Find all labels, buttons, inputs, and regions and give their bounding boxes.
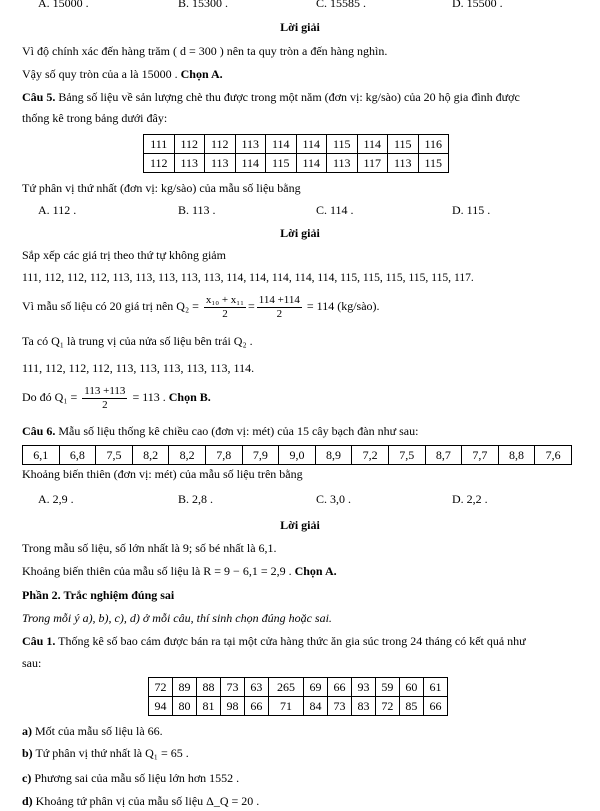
q6-table-cell: 7,5: [96, 446, 133, 465]
q5-table-cell: 114: [357, 135, 388, 154]
q6-solution-line-1: Trong mẫu số liệu, số lớn nhất là 9; số bé nhất là 6,1.: [22, 541, 277, 555]
q5-table-cell: 114: [296, 154, 327, 173]
q5-table-cell: 113: [388, 154, 419, 173]
q6-table-cell: 6,8: [59, 446, 96, 465]
q6-table-cell: 7,6: [535, 446, 572, 465]
q6-label: Câu 6.: [22, 424, 56, 438]
q5-options: [0, 203, 600, 218]
c1-table-cell: 61: [423, 678, 447, 697]
c1-table-cell: 60: [399, 678, 423, 697]
q5-median-fraction-1: $\frac{\text{x₁₀ + x₁₁}}{2}$: [205, 293, 244, 320]
c1-table-cell: 88: [196, 678, 220, 697]
c1-item-c: [22, 771, 588, 786]
c1-table-cell: 72: [375, 697, 399, 716]
q6-options: [0, 492, 600, 507]
c1-label: Câu 1.: [22, 634, 56, 648]
q6-option-d: D. 2,2 .: [452, 492, 488, 506]
q5-median-result: = 114 (kg/sào).: [306, 299, 380, 313]
q6-table-cell: 7,2: [352, 446, 389, 465]
q4-option-a: A. 15000 .: [38, 0, 89, 10]
q4-option-d: D. 15500 .: [452, 0, 503, 10]
c1-table-cell: 69: [303, 678, 327, 697]
c1-table-cell: 81: [196, 697, 220, 716]
q5-table-cell: 115: [418, 154, 449, 173]
c1-table-cell: 80: [172, 697, 196, 716]
q6-option-a: A. 2,9 .: [38, 492, 74, 506]
q5-table-cell: 114: [296, 135, 327, 154]
q6-table-cell: 7,9: [242, 446, 279, 465]
q5-table-cell: 113: [205, 154, 236, 173]
q5-solution-line-2: 111, 112, 112, 112, 113, 113, 113, 113, 113, 114, 114, 114, 114, 114, 115, 115, 115, 115, 115, 117.: [22, 271, 474, 284]
c1-table-cell: 66: [423, 697, 447, 716]
c1-table-cell: 83: [351, 697, 375, 716]
q6-solution-heading: Lời giải: [280, 518, 320, 532]
c1-table-row: [149, 697, 448, 716]
q6-option-b: B. 2,8 .: [178, 492, 214, 506]
c1-table-cell: 94: [149, 697, 173, 716]
c1-item-b-text: Tứ phân vị thứ nhất là Q₁ = 65 .: [32, 746, 189, 760]
q6-table-cell: 8,8: [498, 446, 535, 465]
q6-question: Khoảng biến thiên (đơn vị: mét) của mẫu số liệu trên bằng: [22, 467, 303, 481]
c1-item-a-key: a): [22, 724, 32, 738]
c1-table-row: [149, 678, 448, 697]
c1-table-cell: 93: [351, 678, 375, 697]
c1-table-cell: 98: [220, 697, 244, 716]
q4-solution-line-2: [22, 67, 588, 82]
q6-solution-line-2: [22, 564, 588, 579]
q6-table-cell: 8,7: [425, 446, 462, 465]
c1-item-b: [22, 746, 588, 761]
c1-item-d-key: d): [22, 794, 33, 808]
part2-title: Phần 2. Trắc nghiệm đúng sai: [22, 588, 175, 602]
q4-options: [0, 0, 600, 11]
c1-text-line-2: sau:: [22, 656, 42, 670]
c1-table-cell: 85: [399, 697, 423, 716]
q5-table-cell: 115: [266, 154, 297, 173]
c1-table-cell: 89: [172, 678, 196, 697]
q6-table-cell: 7,7: [462, 446, 499, 465]
q5-option-c: C. 114 .: [316, 203, 354, 217]
q5-table-cell: 114: [266, 135, 297, 154]
q6-text-line: [22, 424, 588, 439]
q4-option-c: C. 15585 .: [316, 0, 367, 10]
q4-option-b: B. 15300 .: [178, 0, 229, 10]
q5-question: Tứ phân vị thứ nhất (đơn vị: kg/sào) của mẫu số liệu bằng: [22, 181, 301, 195]
q5-table-cell: 116: [418, 135, 449, 154]
q5-solution-line-1: Sắp xếp các giá trị theo thứ tự không giảm: [22, 248, 226, 262]
q5-table-row: [144, 154, 449, 173]
q5-table-cell: 112: [144, 154, 175, 173]
q5-data-table: [143, 134, 449, 173]
q4-solution-line-1: Vì độ chính xác đến hàng trăm ( d = 300 ) nên ta quy tròn a đến hàng nghìn.: [22, 44, 388, 58]
q5-answer: Chọn B.: [168, 390, 211, 404]
q5-solution-line-4: Ta có Q₁ là trung vị của nửa số liệu bên trái Q₂ .: [22, 334, 253, 348]
q5-label: Câu 5.: [22, 90, 56, 104]
q5-table-row: [144, 135, 449, 154]
q5-table-cell: 113: [235, 135, 266, 154]
q5-solution-heading: Lời giải: [280, 226, 320, 240]
q5-table-cell: 115: [327, 135, 358, 154]
c1-item-c-key: c): [22, 771, 32, 785]
c1-table-cell: 63: [244, 678, 268, 697]
q5-option-a: A. 112 .: [38, 203, 77, 217]
q6-text: Mẫu số liệu thống kê chiều cao (đơn vị: mét) của 15 cây bạch đàn như sau:: [55, 424, 419, 438]
q6-table-cell: 8,9: [315, 446, 352, 465]
q5-table-cell: 115: [388, 135, 419, 154]
q5-q1-result: = 113 .: [132, 390, 166, 404]
q4-answer: Chọn A.: [180, 67, 223, 81]
q5-text-line-1: [22, 90, 588, 105]
c1-text: Thống kê số bao cám được bán ra tại một cửa hàng thức ăn gia súc trong 24 tháng có kết quả như: [55, 634, 526, 648]
c1-item-c-text: Phương sai của mẫu số liệu lớn hơn 1552 .: [31, 771, 240, 785]
c1-table-cell: 59: [375, 678, 399, 697]
q5-text: Bảng số liệu về sản lượng chè thu được trong một năm (đơn vị: kg/sào) của 20 hộ gia đình được: [55, 90, 520, 104]
q5-solution-line-6: [22, 382, 588, 412]
q5-option-d: D. 115 .: [452, 203, 491, 217]
c1-table-cell: 72: [149, 678, 173, 697]
q6-table-cell: 9,0: [279, 446, 316, 465]
q5-table-cell: 114: [235, 154, 266, 173]
c1-item-d: [22, 794, 588, 809]
c1-item-a-text: Mốt của mẫu số liệu là 66.: [32, 724, 163, 738]
q6-range-text: Khoảng biến thiên của mẫu số liệu là R = 9 − 6,1 = 2,9 .: [22, 564, 292, 578]
c1-table-cell: 66: [327, 678, 351, 697]
q4-solution-text: Vậy số quy tròn của a là 15000 .: [22, 67, 178, 81]
q6-table-cell: 8,2: [132, 446, 169, 465]
c1-item-a: [22, 724, 588, 739]
q6-table-cell: 7,8: [205, 446, 242, 465]
q5-median-fraction-2: $\frac{114 +114}{2}$: [258, 293, 300, 320]
c1-text-line-1: [22, 634, 588, 649]
c1-table-cell: 265: [268, 678, 303, 697]
q5-table-cell: 113: [327, 154, 358, 173]
c1-table-cell: 66: [244, 697, 268, 716]
q6-answer: Chọn A.: [294, 564, 337, 578]
q5-table-cell: 112: [174, 135, 205, 154]
q5-table-cell: 113: [174, 154, 205, 173]
q6-option-c: C. 3,0 .: [316, 492, 352, 506]
q6-table-cell: 7,5: [388, 446, 425, 465]
q5-q1-text: Do đó Q₁ =: [22, 390, 78, 404]
q5-option-b: B. 113 .: [178, 203, 216, 217]
c1-table-cell: 73: [327, 697, 351, 716]
q6-table-cell: 8,2: [169, 446, 206, 465]
c1-table-cell: 84: [303, 697, 327, 716]
q5-table-cell: 117: [357, 154, 388, 173]
c1-item-d-text: Khoảng tứ phân vị của mẫu số liệu Δ_Q = 20 .: [32, 794, 260, 808]
c1-table-cell: 73: [220, 678, 244, 697]
q6-table-cell: 6,1: [23, 446, 60, 465]
q5-table-cell: 112: [205, 135, 236, 154]
q5-table-cell: 111: [144, 135, 175, 154]
q5-text-line-2: thống kê trong bảng dưới đây:: [22, 111, 168, 125]
c1-item-b-key: b): [22, 746, 33, 760]
q5-median-text: Vì mẫu số liệu có 20 giá trị nên Q₂ =: [22, 299, 199, 313]
solution-heading: Lời giải: [280, 20, 320, 34]
q5-q1-fraction: $\frac{113 +113}{2}$: [84, 384, 126, 411]
q5-solution-line-3: Vì mẫu số liệu có 20 giá trị nên Q₂ = $\frac{\text{x₁₀ + x₁₁}}{2}$ = $\frac{114 +114}{2}$ = 114 (kg/sào).: [22, 293, 380, 320]
part2-instruction: Trong mỗi ý a), b), c), d) ở mỗi câu, thí sinh chọn đúng hoặc sai.: [22, 611, 332, 625]
q6-table-row: [23, 446, 572, 465]
q5-solution-line-5: 111, 112, 112, 112, 113, 113, 113, 113, 113, 114.: [22, 361, 255, 375]
c1-data-table: [148, 677, 448, 716]
q6-data-table: [22, 445, 572, 465]
c1-table-cell: 71: [268, 697, 303, 716]
